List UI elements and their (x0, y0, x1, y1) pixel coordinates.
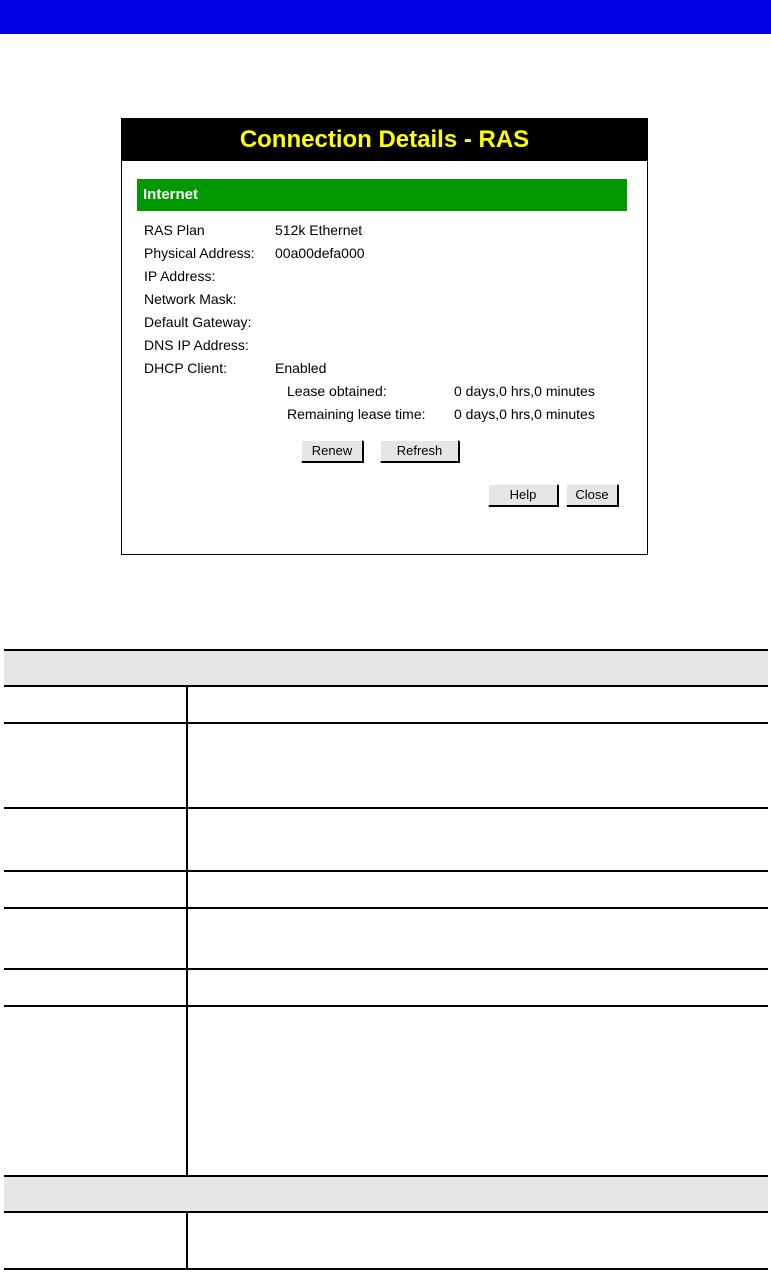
info-label: Default Gateway: (144, 314, 252, 330)
table-row (4, 969, 768, 1006)
info-label: DNS IP Address: (144, 337, 249, 353)
info-value: 00a00defa000 (275, 245, 365, 261)
page-header-bar (0, 0, 771, 34)
lease-value: 0 days,0 hrs,0 minutes (454, 383, 595, 399)
lease-value: 0 days,0 hrs,0 minutes (454, 406, 595, 422)
table-row (4, 871, 768, 908)
info-value: 512k Ethernet (275, 222, 363, 238)
renew-button[interactable]: Renew (301, 440, 363, 462)
table-group-row (4, 1176, 768, 1212)
info-label: RAS Plan (144, 222, 205, 238)
table-row (4, 808, 768, 871)
table-row (4, 1006, 768, 1176)
table-row (4, 908, 768, 969)
lease-label: Lease obtained: (287, 383, 387, 399)
info-value: Enabled (275, 360, 327, 376)
lease-label: Remaining lease time: (287, 406, 426, 422)
info-label: Physical Address: (144, 245, 255, 261)
table-row (4, 1212, 768, 1269)
connection-details-dialog (121, 118, 648, 555)
section-header-internet: Internet (137, 179, 627, 211)
table-group-row (4, 650, 768, 686)
info-label: IP Address: (144, 268, 216, 284)
info-label: Network Mask: (144, 291, 237, 307)
description-table (4, 649, 768, 1270)
info-label: DHCP Client: (144, 360, 227, 376)
close-button[interactable]: Close (566, 484, 618, 506)
refresh-button[interactable]: Refresh (380, 440, 459, 462)
dialog-title: Connection Details - RAS (122, 119, 647, 161)
help-button[interactable]: Help (488, 484, 558, 506)
table-row (4, 723, 768, 808)
table-row (4, 686, 768, 723)
